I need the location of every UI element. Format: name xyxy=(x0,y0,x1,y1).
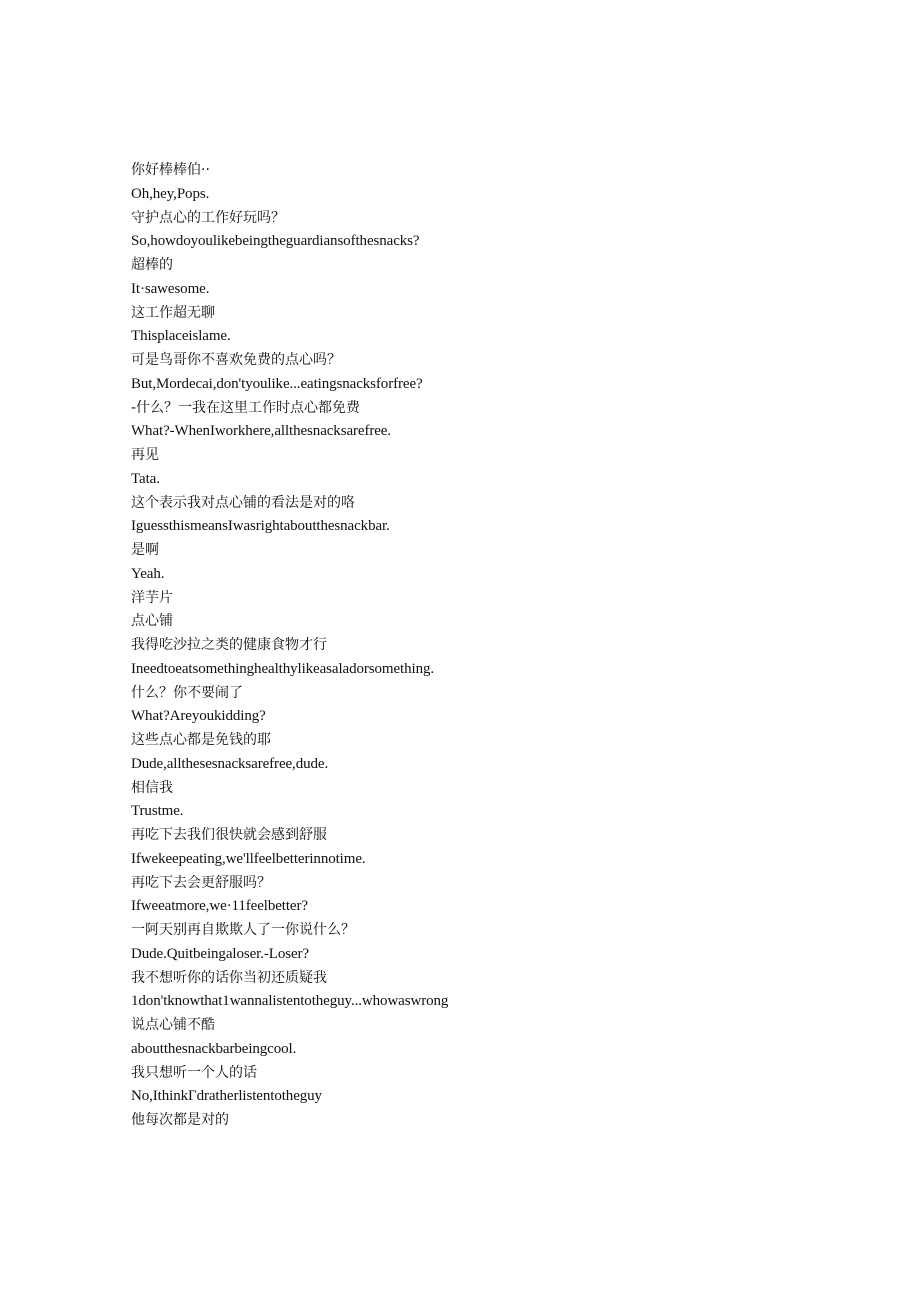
chinese-subtitle-line: -什么？一我在这里工作时点心都免费 xyxy=(131,399,361,416)
english-subtitle-line: It·sawesome. xyxy=(131,280,210,297)
chinese-subtitle-line: 他每次都是对的 xyxy=(131,1112,229,1128)
chinese-subtitle-line: 再吃下去我们很快就会感到舒服 xyxy=(131,827,327,843)
english-subtitle-line: Yeah. xyxy=(131,565,165,582)
chinese-subtitle-line: 再吃下去会更舒服吗？ xyxy=(131,874,271,891)
english-subtitle-line: Dude,allthesesnacksarefree,dude. xyxy=(131,755,329,772)
chinese-subtitle-line: 是啊 xyxy=(131,542,159,558)
chinese-subtitle-line: 再见 xyxy=(131,447,159,463)
chinese-subtitle-line: 超棒的 xyxy=(131,257,173,273)
english-subtitle-line: No,IthinkΓdratherlistentotheguy xyxy=(131,1088,322,1105)
english-subtitle-line: Tata. xyxy=(131,470,160,487)
chinese-subtitle-line: 相信我 xyxy=(131,779,173,796)
english-subtitle-line: aboutthesnackbarbeingcool. xyxy=(131,1040,297,1057)
english-subtitle-line: Thisplaceislame. xyxy=(131,328,231,345)
chinese-subtitle-line: 点心铺 xyxy=(131,613,173,630)
english-subtitle-line: Ineedtoeatsomethinghealthylikeasaladorsomething. xyxy=(131,660,435,677)
chinese-subtitle-line: 守护点心的工作好玩吗？ xyxy=(131,209,285,226)
chinese-subtitle-line: 我只想听一个人的话 xyxy=(131,1064,257,1081)
english-subtitle-line: Trustme. xyxy=(131,803,184,820)
chinese-subtitle-line: 我得吃沙拉之类的健康食物才行 xyxy=(131,637,327,653)
english-subtitle-line: Ifweeatmore,we·11feelbetter? xyxy=(131,898,308,915)
chinese-subtitle-line: 什么？你不要闹了 xyxy=(131,684,243,701)
chinese-subtitle-line: 你好棒棒伯·· xyxy=(131,162,210,178)
chinese-subtitle-line: 一阿天别再自欺欺人了一你说什么？ xyxy=(131,922,355,938)
chinese-subtitle-line: 我不想听你的话你当初还质疑我 xyxy=(131,969,327,986)
english-subtitle-line: But,Mordecai,don'tyoulike...eatingsnacksforfree? xyxy=(131,375,423,392)
chinese-subtitle-line: 洋芋片 xyxy=(131,589,173,606)
english-subtitle-line: So,howdoyoulikebeingtheguardiansofthesnacks? xyxy=(131,233,420,250)
chinese-subtitle-line: 说点心铺不酷 xyxy=(131,1017,215,1033)
english-subtitle-line: 1don'tknowthat1wannalistentotheguy...whowaswrong xyxy=(131,993,449,1010)
chinese-subtitle-line: 这工作超无聊 xyxy=(131,304,215,321)
english-subtitle-line: What?Areyoukidding? xyxy=(131,708,266,725)
english-subtitle-line: What?-WhenIworkhere,allthesnacksarefree. xyxy=(131,423,392,440)
chinese-subtitle-line: 这些点心都是免钱的耶 xyxy=(131,732,271,748)
english-subtitle-line: Oh,hey,Pops. xyxy=(131,185,210,202)
chinese-subtitle-line: 这个表示我对点心铺的看法是对的咯 xyxy=(131,494,355,511)
english-subtitle-line: Dude.Quitbeingaloser.-Loser? xyxy=(131,945,309,962)
english-subtitle-line: Ifwekeepeating,we'llfeelbetterinnotime. xyxy=(131,850,366,867)
chinese-subtitle-line: 可是鸟哥你不喜欢免费的点心吗？ xyxy=(131,352,341,368)
english-subtitle-line: IguessthismeansIwasrightaboutthesnackbar. xyxy=(131,518,390,535)
subtitle-lines xyxy=(131,159,871,1133)
